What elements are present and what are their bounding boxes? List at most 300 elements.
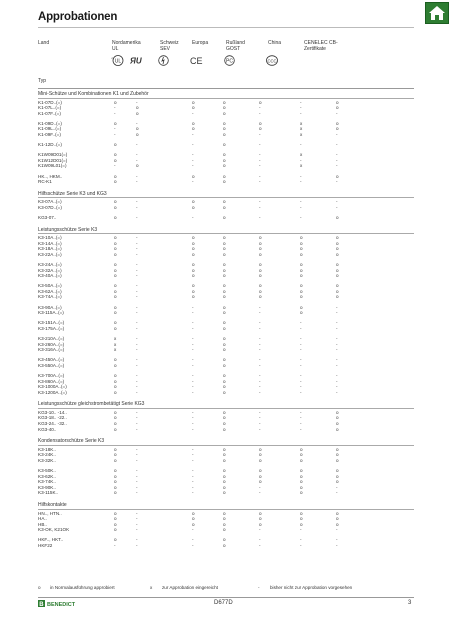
row-type: K1-09L..(=) bbox=[38, 126, 62, 132]
approval-cell: o bbox=[114, 421, 117, 426]
approval-cell: o bbox=[114, 473, 117, 479]
approval-cell: - bbox=[336, 157, 338, 163]
row-type: K3-32K.. bbox=[38, 457, 56, 463]
approval-cell: - bbox=[136, 294, 138, 300]
row-type: K3-OK, K21OK bbox=[38, 527, 70, 533]
approval-cell: o bbox=[336, 251, 339, 257]
approval-cell: - bbox=[136, 214, 138, 220]
approval-cell: o bbox=[259, 99, 262, 105]
approval-cell: o bbox=[300, 235, 303, 240]
approval-cell: - bbox=[336, 490, 338, 496]
table-row bbox=[38, 205, 418, 211]
approval-cell: o bbox=[136, 105, 139, 111]
approval-cell: o bbox=[114, 446, 117, 452]
approval-cell: o bbox=[114, 199, 117, 205]
approval-cell: - bbox=[336, 527, 338, 533]
table-row bbox=[38, 163, 418, 169]
approval-cell: - bbox=[259, 214, 261, 220]
approval-cell: o bbox=[223, 288, 226, 294]
approval-cell: - bbox=[192, 543, 194, 548]
svg-text:CE: CE bbox=[190, 56, 203, 65]
approval-cell: - bbox=[259, 543, 261, 548]
approval-cell: - bbox=[192, 479, 194, 485]
approval-cell: - bbox=[300, 110, 302, 116]
approval-cell: o bbox=[223, 163, 226, 169]
approval-cell: o bbox=[259, 235, 262, 240]
approval-cell: - bbox=[136, 273, 138, 279]
approval-cell: - bbox=[336, 341, 338, 347]
section-rule bbox=[38, 98, 414, 99]
approval-cell: - bbox=[259, 347, 261, 353]
approval-cell: - bbox=[192, 304, 194, 310]
approval-cell: - bbox=[336, 389, 338, 395]
approval-cell: - bbox=[192, 473, 194, 479]
document-code: D677D bbox=[214, 600, 233, 606]
approval-cell: o bbox=[223, 310, 226, 316]
approval-cell: - bbox=[136, 372, 138, 378]
approval-cell: - bbox=[259, 110, 261, 116]
approval-cell: o bbox=[336, 446, 339, 452]
home-button[interactable] bbox=[425, 2, 449, 24]
svg-text:c: c bbox=[111, 56, 113, 60]
approval-cell: - bbox=[192, 409, 194, 415]
row-type: K3-40A..(=) bbox=[38, 273, 62, 279]
legend-x-symbol: x bbox=[150, 585, 153, 590]
approval-cell: o bbox=[223, 335, 226, 341]
approval-cell: o bbox=[192, 235, 195, 240]
approval-cell: o bbox=[300, 457, 303, 463]
approval-cell: - bbox=[136, 415, 138, 421]
approval-cell: o bbox=[300, 246, 303, 252]
approval-cell: o bbox=[223, 157, 226, 163]
approval-cell: - bbox=[136, 199, 138, 205]
row-type: K3-50K.. bbox=[38, 468, 56, 473]
approval-cell: - bbox=[136, 357, 138, 363]
approval-cell: - bbox=[136, 157, 138, 163]
approval-cell: - bbox=[300, 384, 302, 390]
approval-cell: o bbox=[223, 490, 226, 496]
row-type: K3-90K.. bbox=[38, 484, 56, 490]
approval-cell: - bbox=[259, 152, 261, 158]
row-type: K3-62K.. bbox=[38, 473, 56, 479]
approval-cell: o bbox=[114, 426, 117, 432]
header-typ: Typ bbox=[38, 78, 47, 84]
approval-cell: o bbox=[223, 251, 226, 257]
approval-cell: o bbox=[114, 484, 117, 490]
approval-cell: - bbox=[259, 320, 261, 326]
approval-cell: - bbox=[136, 473, 138, 479]
approval-cell: - bbox=[136, 490, 138, 496]
table-row bbox=[38, 132, 418, 138]
approval-cell: - bbox=[300, 357, 302, 363]
approval-cell: o bbox=[114, 510, 117, 516]
approval-cell: - bbox=[136, 378, 138, 384]
approval-cell: - bbox=[136, 99, 138, 105]
approval-cell: o bbox=[259, 126, 262, 132]
row-type: K3-18A..(=) bbox=[38, 246, 62, 252]
approval-cell: o bbox=[223, 235, 226, 240]
approval-cell: o bbox=[114, 304, 117, 310]
table-row bbox=[38, 273, 418, 279]
approval-cell: - bbox=[136, 409, 138, 415]
approval-cell: o bbox=[223, 179, 226, 185]
approval-cell: o bbox=[223, 304, 226, 310]
approval-cell: o bbox=[192, 294, 195, 300]
approval-cell: o bbox=[114, 173, 117, 179]
approval-cell: o bbox=[192, 246, 195, 252]
approval-cell: o bbox=[259, 473, 262, 479]
approval-cell: - bbox=[136, 384, 138, 390]
approval-cell: - bbox=[136, 347, 138, 353]
approval-cell: - bbox=[136, 479, 138, 485]
approval-cell: - bbox=[136, 267, 138, 273]
home-icon bbox=[426, 3, 448, 23]
table-row bbox=[38, 326, 418, 332]
page-title: Approbationen bbox=[38, 11, 118, 23]
approval-cell: o bbox=[192, 521, 195, 527]
approval-cell: - bbox=[259, 105, 261, 111]
table-row bbox=[38, 347, 418, 353]
approval-cell: o bbox=[114, 537, 117, 543]
approval-cell: - bbox=[300, 527, 302, 533]
approval-cell: - bbox=[300, 214, 302, 220]
benedict-logo bbox=[38, 600, 86, 607]
approval-cell: - bbox=[136, 320, 138, 326]
approval-cell: o bbox=[114, 246, 117, 252]
approval-cell: - bbox=[136, 543, 138, 548]
approval-cell: o bbox=[336, 479, 339, 485]
approval-cell: - bbox=[259, 409, 261, 415]
approval-cell: o bbox=[300, 468, 303, 473]
approval-cell: o bbox=[259, 288, 262, 294]
approval-cell: o bbox=[114, 490, 117, 496]
approval-cell: - bbox=[259, 484, 261, 490]
approval-cell: o bbox=[336, 261, 339, 267]
legend-dash-symbol: - bbox=[258, 585, 260, 590]
approval-cell: o bbox=[300, 304, 303, 310]
header-ul: UL bbox=[112, 46, 119, 52]
svg-text:UL: UL bbox=[114, 58, 122, 65]
header-schweiz: Schweiz bbox=[160, 40, 179, 46]
row-type: K1-12D..(=) bbox=[38, 142, 62, 148]
approval-cell: o bbox=[223, 543, 226, 548]
approval-cell: - bbox=[192, 310, 194, 316]
approval-cell: o bbox=[223, 452, 226, 458]
approval-cell: - bbox=[192, 372, 194, 378]
approval-cell: - bbox=[136, 204, 138, 210]
svg-text:CCC: CCC bbox=[267, 58, 277, 64]
approval-cell: o bbox=[114, 516, 117, 522]
row-type: HN.., HTN.. bbox=[38, 510, 62, 516]
approval-cell: - bbox=[336, 378, 338, 384]
approval-cell: o bbox=[223, 246, 226, 252]
approval-cell: - bbox=[136, 468, 138, 473]
approval-cell: o bbox=[114, 415, 117, 421]
table-row bbox=[38, 543, 418, 549]
approval-cell: - bbox=[259, 132, 261, 137]
row-type: K1-07D..(=) bbox=[38, 99, 62, 105]
page-number: 3 bbox=[408, 600, 412, 606]
approval-cell: - bbox=[136, 179, 138, 185]
approval-cell: - bbox=[136, 325, 138, 331]
approval-cell: - bbox=[259, 173, 261, 179]
approval-cell: o bbox=[192, 199, 195, 205]
approval-cell: - bbox=[336, 362, 338, 368]
approval-cell: o bbox=[114, 152, 117, 158]
approval-cell: - bbox=[136, 173, 138, 179]
approval-cell: o bbox=[192, 261, 195, 267]
row-type: K3-700A..(=) bbox=[38, 372, 65, 378]
approval-cell: - bbox=[136, 421, 138, 426]
approval-cell: o bbox=[114, 204, 117, 210]
approval-cell: o bbox=[223, 152, 226, 158]
approval-cell: o bbox=[114, 261, 117, 267]
approval-cell: o bbox=[114, 179, 117, 185]
row-type: K3-151A..(=) bbox=[38, 320, 65, 326]
approval-cell: - bbox=[192, 484, 194, 490]
row-type: K3-07A..(=) bbox=[38, 199, 62, 205]
approval-cell: - bbox=[300, 415, 302, 421]
header-land: Land bbox=[38, 40, 50, 46]
approval-cell: o bbox=[223, 389, 226, 395]
approval-cell: - bbox=[300, 389, 302, 395]
approval-cell: o bbox=[114, 142, 117, 148]
approval-cell: o bbox=[336, 510, 339, 516]
approval-cell: - bbox=[136, 362, 138, 368]
approval-cell: o bbox=[336, 426, 339, 432]
approval-cell: o bbox=[223, 521, 226, 527]
approval-cell: o bbox=[336, 457, 339, 463]
approval-cell: o bbox=[259, 457, 262, 463]
approval-cell: o bbox=[114, 251, 117, 257]
approval-cell: - bbox=[259, 157, 261, 163]
legend-x-text: zur Approbation eingereicht bbox=[162, 585, 218, 590]
approval-cell: - bbox=[192, 457, 194, 463]
approval-cell: o bbox=[336, 283, 339, 289]
footer-rule bbox=[38, 597, 414, 598]
approval-cell: - bbox=[300, 362, 302, 368]
table-row bbox=[38, 294, 418, 300]
ce-icon bbox=[190, 56, 204, 65]
approval-cell: o bbox=[223, 325, 226, 331]
row-type: KG3-07.. bbox=[38, 214, 57, 220]
section-rule bbox=[38, 509, 414, 510]
table-row bbox=[38, 427, 418, 433]
approval-cell: o bbox=[223, 320, 226, 326]
approval-cell: - bbox=[259, 426, 261, 432]
approval-cell: - bbox=[259, 199, 261, 205]
approval-cell: - bbox=[300, 105, 302, 111]
approval-cell: o bbox=[223, 294, 226, 300]
approval-cell: - bbox=[192, 415, 194, 421]
approval-cell: o bbox=[223, 473, 226, 479]
approval-cell: - bbox=[300, 543, 302, 548]
approval-cell: - bbox=[300, 173, 302, 179]
row-type: K3-32A..(=) bbox=[38, 267, 62, 273]
row-type: K1-09F..(=) bbox=[38, 132, 61, 137]
approval-cell: o bbox=[259, 240, 262, 246]
approval-cell: - bbox=[136, 310, 138, 316]
approval-cell: o bbox=[259, 521, 262, 527]
approval-cell: - bbox=[192, 163, 194, 169]
approval-cell: - bbox=[259, 179, 261, 185]
approval-cell: - bbox=[192, 325, 194, 331]
approval-cell: - bbox=[136, 142, 138, 148]
table-row bbox=[38, 363, 418, 369]
approval-cell: - bbox=[336, 335, 338, 341]
approval-cell: o bbox=[114, 120, 117, 126]
approval-cell: o bbox=[192, 173, 195, 179]
section-title: Leistungsschütze Serie K3 bbox=[38, 226, 98, 233]
approval-cell: o bbox=[259, 251, 262, 257]
approval-cell: o bbox=[336, 173, 339, 179]
approval-cell: o bbox=[223, 110, 226, 116]
approval-cell: - bbox=[259, 372, 261, 378]
approval-cell: o bbox=[223, 484, 226, 490]
approval-cell: - bbox=[192, 421, 194, 426]
approval-cell: o bbox=[300, 490, 303, 496]
approval-cell: o bbox=[223, 132, 226, 137]
row-type: K1W09D01(=) bbox=[38, 152, 68, 158]
row-type: K3-14A..(=) bbox=[38, 240, 62, 246]
approval-cell: - bbox=[136, 341, 138, 347]
row-type: HB.. bbox=[38, 521, 47, 527]
approval-cell: o bbox=[192, 516, 195, 522]
approval-cell: o bbox=[259, 294, 262, 300]
row-type: K3-550A..(=) bbox=[38, 362, 65, 368]
approval-cell: o bbox=[223, 446, 226, 452]
approval-cell: o bbox=[300, 273, 303, 279]
approval-cell: - bbox=[300, 99, 302, 105]
approval-cell: o bbox=[223, 527, 226, 533]
approval-cell: o bbox=[259, 468, 262, 473]
approval-cell: o bbox=[223, 372, 226, 378]
approval-cell: o bbox=[336, 421, 339, 426]
approval-cell: - bbox=[136, 527, 138, 533]
row-type: K3-450A..(=) bbox=[38, 357, 65, 363]
approval-cell: - bbox=[136, 246, 138, 252]
approval-cell: - bbox=[136, 484, 138, 490]
row-type: K3-260A..(=) bbox=[38, 341, 65, 347]
section-title: Leistungsschütze gleichstrombetätigt Serie KG3 bbox=[38, 401, 145, 408]
approval-cell: o bbox=[336, 473, 339, 479]
approval-cell: - bbox=[336, 142, 338, 148]
approval-cell: o bbox=[223, 468, 226, 473]
row-type: K3-62A..(=) bbox=[38, 288, 62, 294]
approval-cell: - bbox=[259, 490, 261, 496]
approval-cell: o bbox=[336, 240, 339, 246]
approval-cell: - bbox=[192, 490, 194, 496]
approval-cell: o bbox=[336, 294, 339, 300]
approval-cell: o bbox=[192, 240, 195, 246]
approval-cell: o bbox=[223, 347, 226, 353]
approval-cell: - bbox=[336, 325, 338, 331]
approval-cell: o bbox=[223, 214, 226, 220]
approval-cell: - bbox=[136, 452, 138, 458]
approval-cell: - bbox=[259, 362, 261, 368]
approval-cell: - bbox=[192, 468, 194, 473]
approval-cell: o bbox=[336, 521, 339, 527]
table-row bbox=[38, 458, 418, 464]
ur-icon bbox=[130, 56, 146, 65]
table-row bbox=[38, 142, 418, 148]
row-type: K3-50A..(=) bbox=[38, 283, 62, 289]
approval-cell: x bbox=[300, 152, 303, 158]
approval-cell: - bbox=[114, 163, 116, 169]
approval-cell: o bbox=[259, 516, 262, 522]
table-row bbox=[38, 390, 418, 396]
approval-cell: o bbox=[114, 273, 117, 279]
approval-cell: o bbox=[259, 452, 262, 458]
approval-cell: - bbox=[336, 347, 338, 353]
approval-cell: o bbox=[259, 120, 262, 126]
approval-cell: - bbox=[300, 335, 302, 341]
approval-cell: x bbox=[114, 341, 117, 347]
approval-cell: o bbox=[336, 468, 339, 473]
approval-cell: - bbox=[336, 543, 338, 548]
row-type: K3-24A..(=) bbox=[38, 261, 62, 267]
approval-cell: - bbox=[259, 415, 261, 421]
approval-cell: - bbox=[300, 199, 302, 205]
approval-cell: - bbox=[336, 484, 338, 490]
row-type: K1-07F..(=) bbox=[38, 110, 61, 116]
approval-cell: - bbox=[336, 199, 338, 205]
approval-cell: - bbox=[259, 204, 261, 210]
row-type: K3-07D..(=) bbox=[38, 204, 62, 210]
table-row bbox=[38, 179, 418, 185]
approval-cell: - bbox=[300, 325, 302, 331]
approval-cell: o bbox=[336, 273, 339, 279]
approval-cell: o bbox=[300, 310, 303, 316]
row-type: RC-K1 bbox=[38, 179, 52, 185]
section-title: Hilfsschütze Serie K3 und KG3 bbox=[38, 190, 107, 197]
approval-cell: o bbox=[223, 273, 226, 279]
approval-cell: x bbox=[300, 132, 303, 137]
table-row bbox=[38, 215, 418, 221]
approval-cell: o bbox=[114, 283, 117, 289]
approval-cell: o bbox=[136, 110, 139, 116]
approval-cell: - bbox=[136, 304, 138, 310]
approval-cell: - bbox=[114, 543, 116, 548]
row-type: HK.., HKM.. bbox=[38, 173, 63, 179]
approval-cell: o bbox=[300, 294, 303, 300]
approval-cell: o bbox=[336, 235, 339, 240]
approval-cell: - bbox=[259, 310, 261, 316]
approval-cell: - bbox=[192, 362, 194, 368]
approval-cell: - bbox=[136, 516, 138, 522]
header-russland: Rußland GOST bbox=[226, 40, 245, 52]
approval-cell: o bbox=[114, 362, 117, 368]
approval-cell: - bbox=[192, 357, 194, 363]
row-type: K3-10A..(=) bbox=[38, 235, 62, 240]
row-type: K3-1000A..(=) bbox=[38, 384, 67, 390]
approval-cell: o bbox=[136, 132, 139, 137]
row-type: K3-74A..(=) bbox=[38, 294, 62, 300]
approval-cell: - bbox=[259, 357, 261, 363]
approval-cell: - bbox=[300, 378, 302, 384]
approval-cell: o bbox=[259, 246, 262, 252]
approval-cell: o bbox=[114, 288, 117, 294]
approval-cell: o bbox=[223, 421, 226, 426]
approval-cell: - bbox=[259, 421, 261, 426]
approval-cell: o bbox=[336, 105, 339, 111]
approval-cell: - bbox=[136, 288, 138, 294]
approval-cell: o bbox=[223, 479, 226, 485]
approval-cell: o bbox=[336, 126, 339, 132]
table-row bbox=[38, 111, 418, 117]
row-type: KG3-10.. -14.. bbox=[38, 409, 67, 415]
table-row bbox=[38, 527, 418, 533]
